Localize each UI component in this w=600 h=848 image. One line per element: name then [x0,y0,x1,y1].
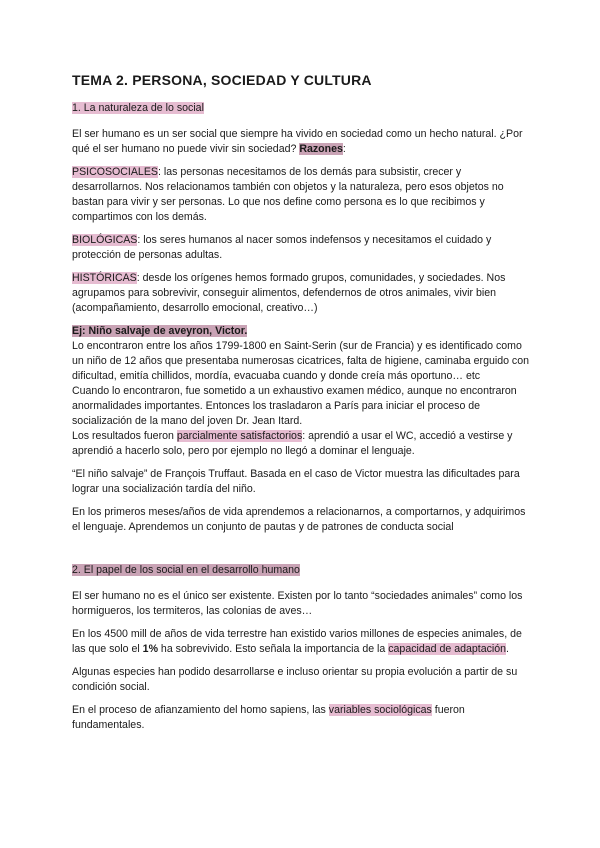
intro-text: El ser humano es un ser social que siempre ha vivido en sociedad como un hecho natural. ¿Por qué el ser humano no puede vivir sin sociedad? [72,128,523,155]
page-title: TEMA 2. PERSONA, SOCIEDAD Y CULTURA [72,72,372,88]
sociological-variables-highlight: variables sociológicas [328,704,432,716]
psicosociales-paragraph [72,165,532,225]
film-paragraph: “El niño salvaje” de François Truffaut. Basada en el caso de Victor muestra las dificultades para lograr una socialización tardía del niño. [72,468,520,495]
example-paragraph-3: Los resultados fueron parcialmente satisfactorios: aprendió a usar el WC, accedió a vestirse y aprendió a hacerlo solo, pero por ejemplo no llegó a dominar el lenguaje. [72,430,513,457]
section-heading-2-text: 2. El papel de los social en el desarrollo humano [72,564,300,576]
partial-results-highlight: parcialmente satisfactorios [176,430,303,442]
section-heading-2 [72,563,532,578]
section2-paragraph-2: En los 4500 mill de años de vida terrestre han existido varios millones de especies animales, de las que solo el 1% ha sobrevivido. Esto señala la importancia de la capacidad de adaptación. [72,628,522,655]
biologicas-text: : los seres humanos al nacer somos indefensos y necesitamos el cuidado y protección de personas adultas. [72,234,492,261]
closing-paragraph: En los primeros meses/años de vida aprendemos a relacionarnos, a comportarnos, y adquirimos el lenguaje. Aprendemos un conjunto de pautas y de patrones de conducta social [72,506,526,533]
example-paragraph-1: Lo encontraron entre los años 1799-1800 en Saint-Serin (sur de Francia) y es identificado como un niño de 12 años que presentaba numerosas cicatrices, falta de higiene, caminaba erguido con dificultad, emitía chillidos, mordía, evacuaba cuando y donde creía más oportuno… etc [72,340,530,382]
example-paragraph-2: Cuando lo encontraron, fue sometido a un exhaustivo examen médico, aunque no encontraron anormalidades importantes. Entonces los trasladaron a París para iniciar el proceso de socialización de la mano del joven Dr. Jean Itard. [72,385,517,427]
historicas-label: HISTÓRICAS [72,272,137,284]
historicas-text: : desde los orígenes hemos formado grupos, comunidades, y sociedades. Nos agrupamos para sobrevivir, conseguir alimentos, defendernos de otros animales, vivir bien (acompañamiento, desarrollo emocional, creativo…) [72,272,506,314]
psicosociales-text: : las personas necesitamos de los demás para subsistir, crecer y desarrollarnos. Nos relacionamos también con objetos y la naturaleza, pero esos objetos no bastan para vivir y ser personas. Lo que nos define como persona es lo que recibimos y compartimos con los demás. [72,166,504,223]
intro-paragraph: El ser humano es un ser social que siempre ha vivido en sociedad como un hecho natural. ¿Por qué el ser humano no puede vivir sin sociedad? Razones: [72,128,523,155]
section2-paragraph-1: El ser humano no es el único ser existente. Existen por lo tanto “sociedades animales” como los hormigueros, los termiteros, las colonias de aves… [72,590,523,617]
one-percent: 1% [142,643,158,655]
adaptation-highlight: capacidad de adaptación [388,643,507,655]
section-heading-1-text: 1. La naturaleza de lo social [72,102,204,114]
section2-paragraph-3: Algunas especies han podido desarrollarse e incluso orientar su propia evolución a partir de su condición social. [72,666,518,693]
biologicas-label: BIOLÓGICAS [72,234,138,246]
razones-label: Razones [299,143,343,155]
historicas-paragraph [72,271,532,316]
section-heading-1 [72,101,532,116]
document-body [72,101,532,741]
psicosociales-label: PSICOSOCIALES [72,166,158,178]
section-spacer [72,543,532,563]
biologicas-paragraph [72,233,532,263]
section2-paragraph-4: En el proceso de afianzamiento del homo sapiens, las variables sociológicas fueron fundamentales. [72,704,465,731]
example-heading-text: Ej: Niño salvaje de aveyron, Victor. [72,325,248,337]
example-heading [72,324,532,339]
